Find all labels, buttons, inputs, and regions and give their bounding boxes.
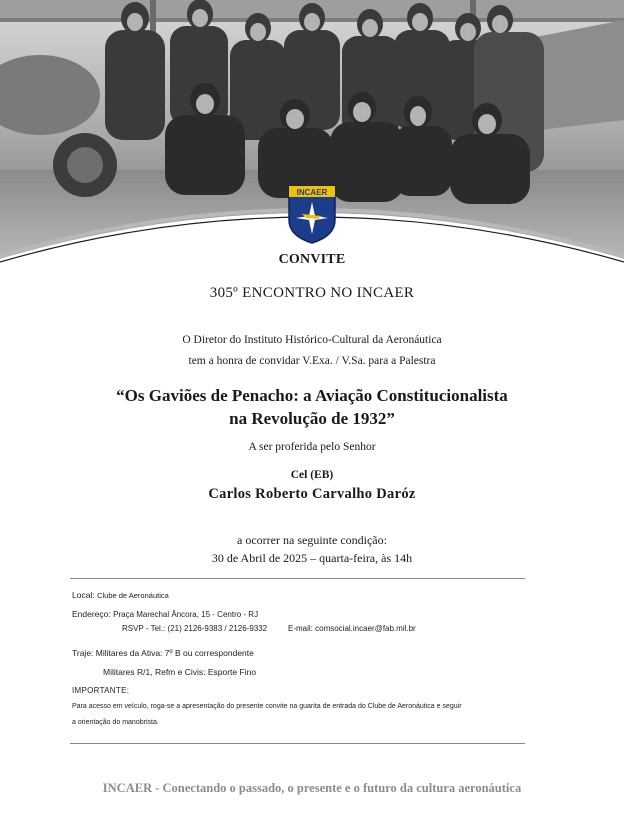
event-title: 305º ENCONTRO NO INCAER [209,285,415,301]
important-line-2: a orientação do manobrista. [72,719,159,726]
divider-top [70,578,525,579]
local-row [72,590,169,600]
address-label: Endereço: [72,609,111,619]
attire-label: Traje: [72,648,94,658]
rsvp-line: RSVP - Tel.: (21) 2126-9383 / 2126-9332 [122,624,268,633]
invite-heading: CONVITE [278,252,346,267]
event-datetime: 30 de Abril de 2025 – quarta-feira, às 14h [211,551,413,565]
logo-text: INCAER [296,188,328,197]
important-line-1: Para acesso em veículo, roga-se a apresentação do presente convite na guarita de entrada do Clube de Aeronáutica e seguir [72,703,462,710]
attire-others: Militares R/1, Refm e Civis: Esporte Fino [103,667,257,677]
lecture-title-line-1: “Os Gaviões de Penacho: a Aviação Constitucionalista [116,386,508,405]
divider-bottom [70,743,525,744]
attire-row [72,648,254,658]
lecture-title-line-2: na Revolução de 1932” [229,409,395,428]
incaer-logo [284,180,340,246]
address-value: Praça Marechal Âncora, 15 - Centro - RJ [113,610,259,619]
intro-line-2: tem a honra de convidar V.Exa. / V.Sa. para a Palestra [188,355,436,367]
speaker-rank: Cel (EB) [290,469,334,481]
local-value: Clube de Aeronáutica [97,591,169,600]
local-label: Local: [72,590,95,600]
important-label: IMPORTANTE: [72,686,130,695]
email-line: E-mail: comsocial.incaer@fab.mil.br [288,624,416,633]
speaker-intro: A ser proferida pelo Senhor [248,441,376,453]
footer-tagline: INCAER - Conectando o passado, o presente e o futuro da cultura aeronáutica [102,781,522,795]
attire-active: Militares da Ativa: 7º B ou correspondente [95,648,254,658]
condition-intro: a ocorrer na seguinte condição: [237,533,387,547]
address-row [72,609,258,619]
intro-line-1: O Diretor do Instituto Histórico-Cultural da Aeronáutica [182,334,442,346]
speaker-name: Carlos Roberto Carvalho Daróz [208,486,416,502]
